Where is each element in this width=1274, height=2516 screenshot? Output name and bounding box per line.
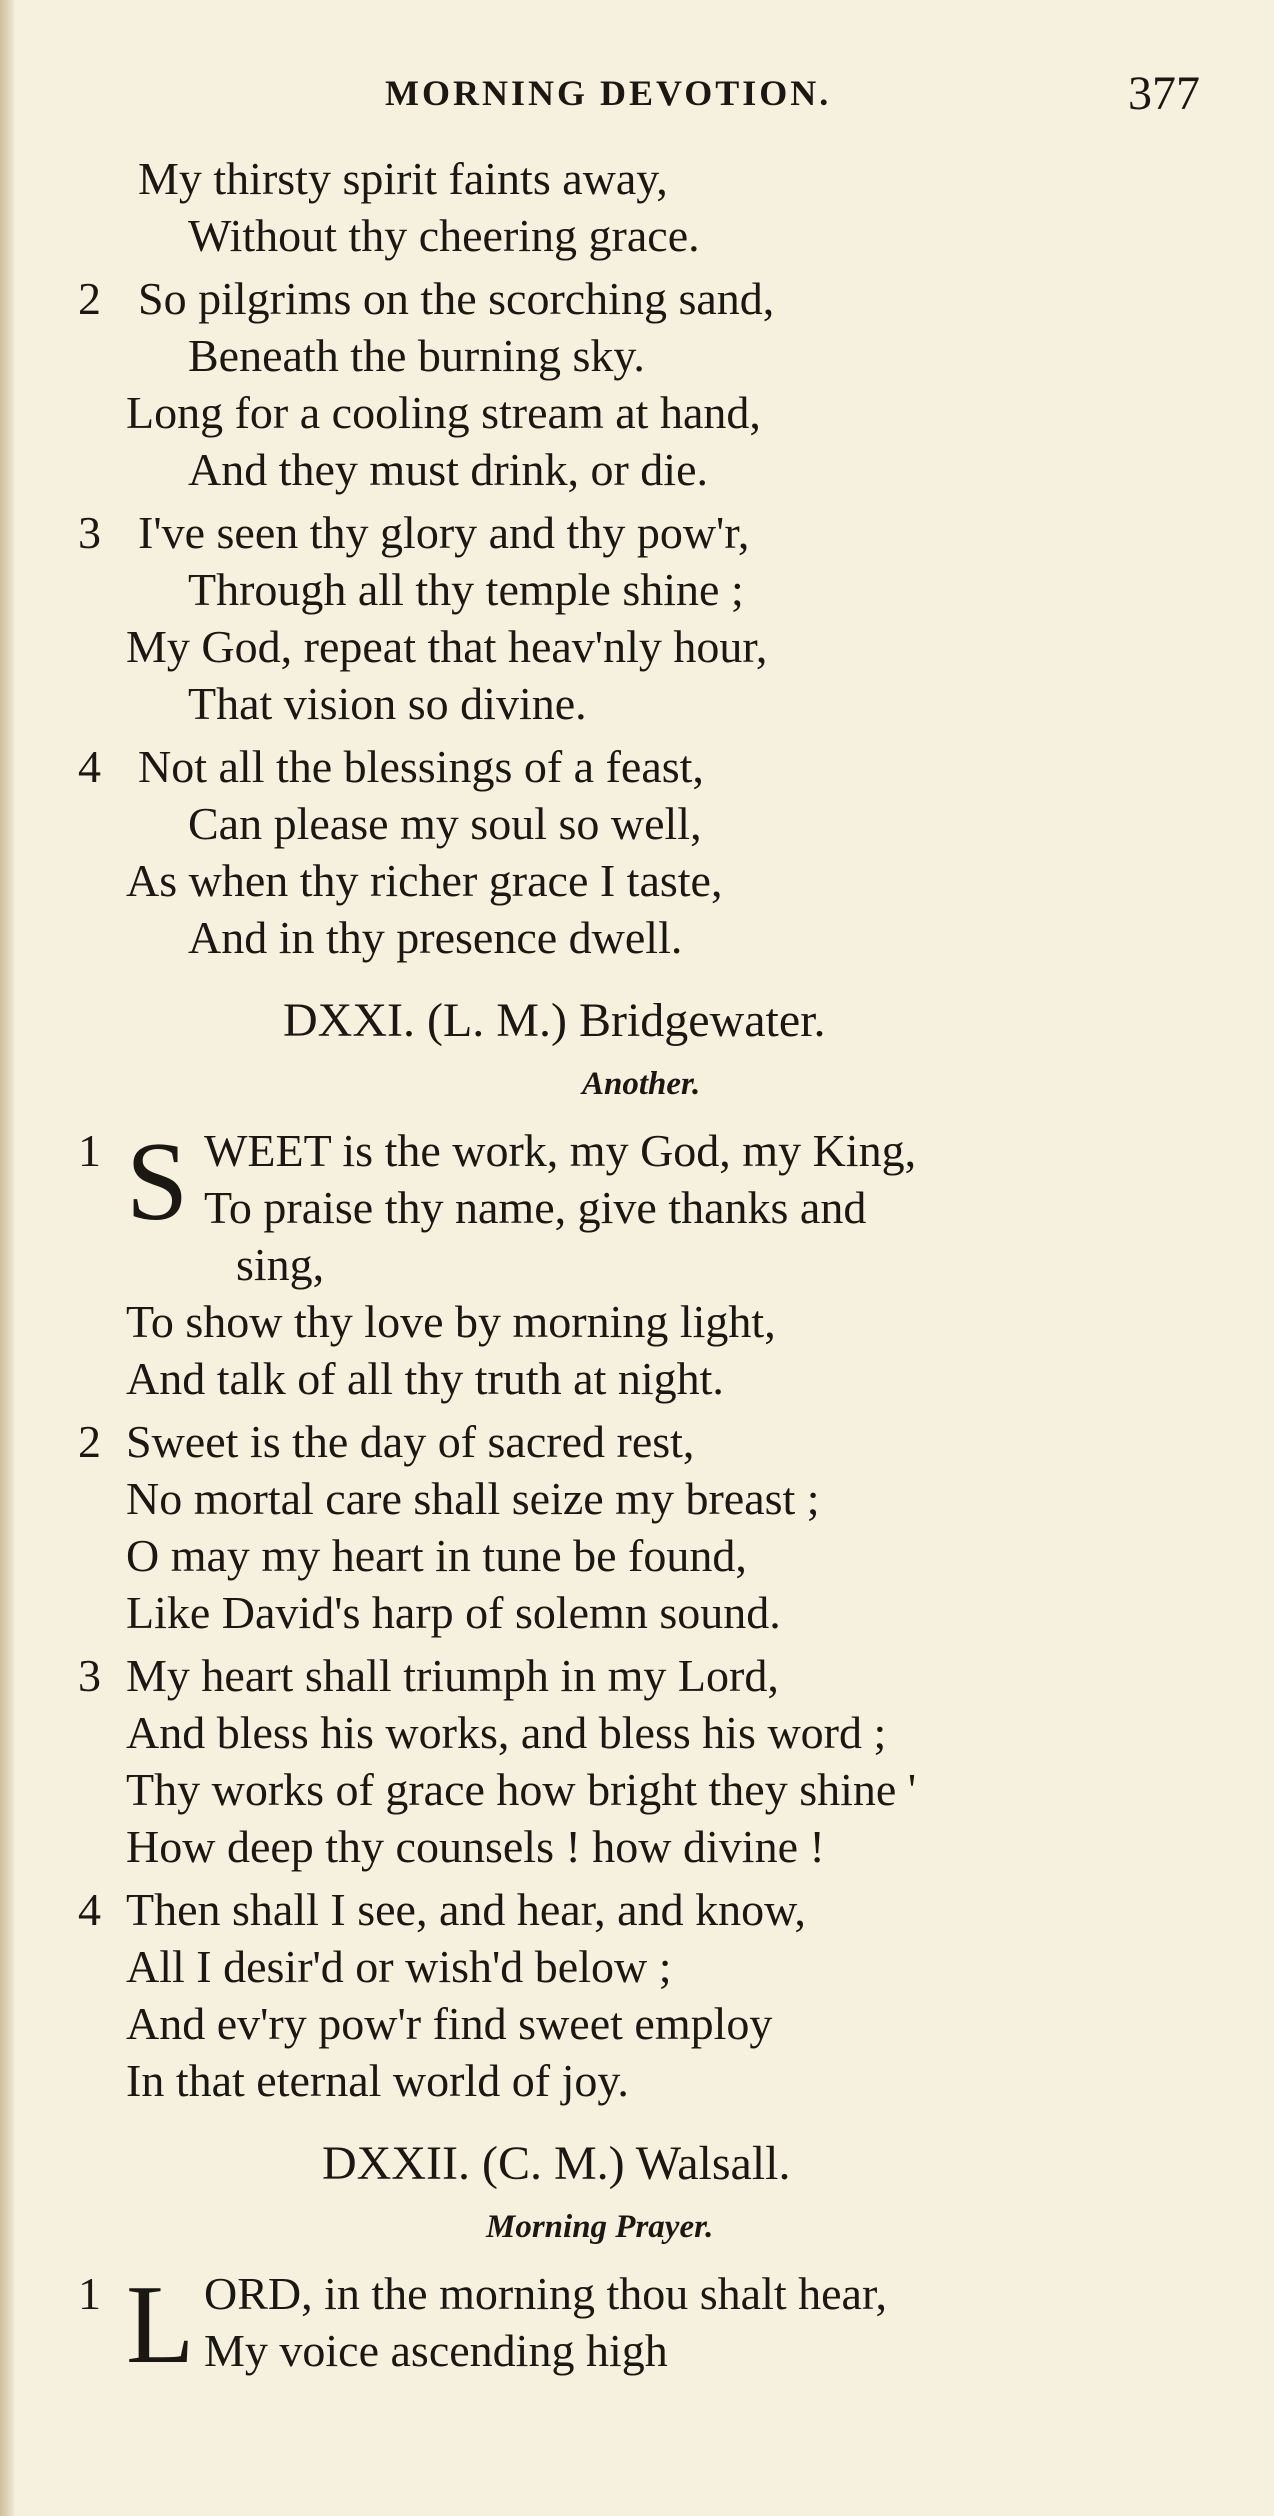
verse-line: sing, <box>236 1239 325 1290</box>
hymn-title: DXXI. (L. M.) Bridgewater. <box>283 994 826 1047</box>
verse-line: 2 Sweet is the day of sacred rest, <box>0 1413 1274 1470</box>
hymn-title: DXXII. (C. M.) Walsall. <box>322 2137 791 2190</box>
verse-line: Can please my soul so well, <box>188 798 702 849</box>
page-body <box>0 150 1274 2385</box>
verse-line: 3 I've seen thy glory and thy pow'r, <box>0 504 1274 561</box>
verse-line: Like David's harp of solemn sound. <box>126 1587 781 1638</box>
drop-cap: L <box>126 2263 195 2387</box>
verse-line: 2 So pilgrims on the scorching sand, <box>0 270 1274 327</box>
verse <box>0 2263 1274 2387</box>
page-number: 377 <box>1128 67 1200 120</box>
verse <box>0 504 1274 732</box>
verse-line: My voice ascending high <box>204 2325 668 2376</box>
verse <box>0 1413 1274 1641</box>
verse-line: 1 ORD, in the morning thou shalt hear, <box>0 2265 1274 2322</box>
verse-line: 4 Then shall I see, and hear, and know, <box>0 1881 1274 1938</box>
verse <box>0 1647 1274 1875</box>
verse-line: To show thy love by morning light, <box>126 1296 776 1347</box>
hymn-subtitle: Morning Prayer. <box>486 2209 714 2245</box>
verse-number: 1 <box>78 1125 101 1176</box>
verse-continuation <box>0 150 1274 264</box>
hymn-subtitle: Another. <box>582 1066 701 1102</box>
verse-line: 1 WEET is the work, my God, my King, <box>0 1122 1274 1179</box>
verse-line: My God, repeat that heav'nly hour, <box>126 621 768 672</box>
verse-line: Through all thy temple shine ; <box>188 564 744 615</box>
verse-line: And in thy presence dwell. <box>188 912 683 963</box>
verse-line: That vision so divine. <box>188 678 587 729</box>
verse-number: 1 <box>78 2268 101 2319</box>
verse-line: No mortal care shall seize my breast ; <box>126 1473 820 1524</box>
verse-number: 3 <box>78 1650 101 1701</box>
verse-number: 2 <box>78 1416 101 1467</box>
verse-number: 4 <box>78 1884 101 1935</box>
verse <box>0 1122 1274 1407</box>
verse-number: 2 <box>78 273 101 324</box>
verse <box>0 738 1274 966</box>
verse-line: All I desir'd or wish'd below ; <box>126 1941 672 1992</box>
verse-line: And ev'ry pow'r find sweet employ <box>126 1998 773 2049</box>
verse-line: And bless his works, and bless his word ; <box>126 1707 887 1758</box>
verse-line: 4 Not all the blessings of a feast, <box>0 738 1274 795</box>
verse-line: Beneath the burning sky. <box>188 330 645 381</box>
verse-line: How deep thy counsels ! how divine ! <box>126 1821 825 1872</box>
verse-line: My thirsty spirit faints away, <box>138 153 668 204</box>
verse-line: To praise thy name, give thanks and <box>204 1182 867 1233</box>
verse-line: Without thy cheering grace. <box>188 210 700 261</box>
drop-cap: S <box>126 1120 189 1244</box>
verse-line: O may my heart in tune be found, <box>126 1530 747 1581</box>
verse <box>0 270 1274 498</box>
verse-line: And they must drink, or die. <box>188 444 708 495</box>
verse-line: Long for a cooling stream at hand, <box>126 387 761 438</box>
verse-line: Thy works of grace how bright they shine ' <box>126 1764 917 1815</box>
verse-line: In that eternal world of joy. <box>126 2055 629 2106</box>
verse-line: As when thy richer grace I taste, <box>126 855 723 906</box>
verse-number: 3 <box>78 507 101 558</box>
verse-line: 3 My heart shall triumph in my Lord, <box>0 1647 1274 1704</box>
verse-line: And talk of all thy truth at night. <box>126 1353 724 1404</box>
verse-number: 4 <box>78 741 101 792</box>
verse <box>0 1881 1274 2109</box>
running-head: MORNING DEVOTION. <box>385 73 832 113</box>
page-header <box>0 66 1274 126</box>
